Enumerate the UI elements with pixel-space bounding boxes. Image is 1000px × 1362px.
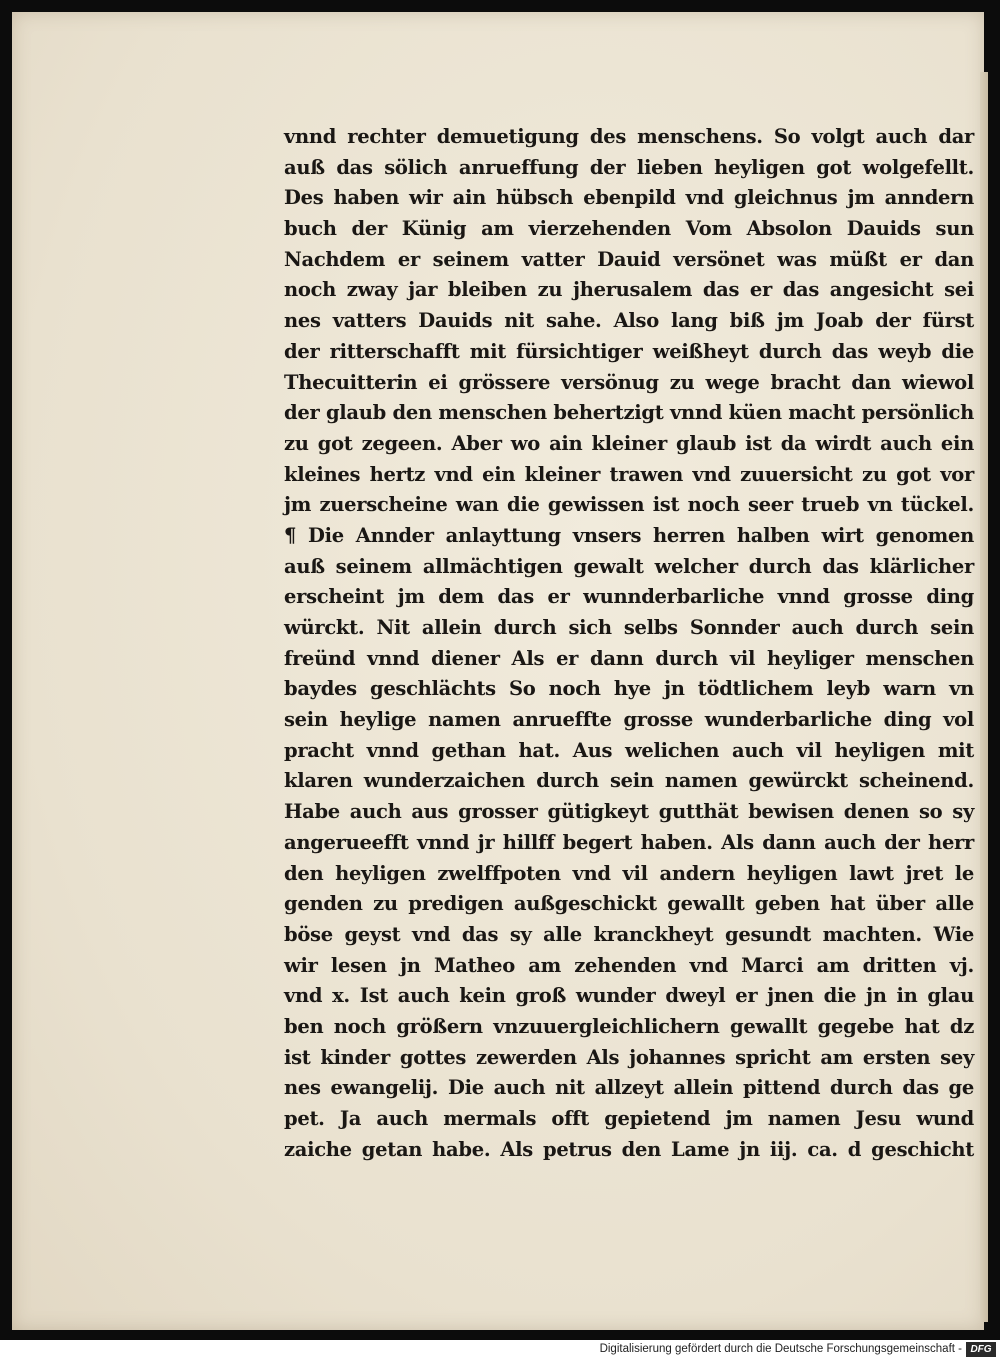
text-line: noch zway jar bleiben zu jherusalem das er das angesicht sei [284,278,974,302]
text-line: baydes geschlächts So noch hye jn tödtlichem leyb warn vn [284,677,974,701]
text-line: ist kinder gottes zewerden Als johannes spricht am ersten sey [284,1045,974,1069]
text-line: pet. Ja auch mermals offt gepietend jm namen Jesu wund [284,1107,974,1130]
text-line: auß das sölich anrueffung der lieben heyligen got wolgefellt. [284,155,974,179]
text-line: ben noch größern vnzuuergleichlichern gewallt gegebe hat dz [284,1014,974,1038]
text-line: der ritterschafft mit fürsichtiger weißheyt durch das weyb die [284,339,974,363]
text-line: der glaub den menschen behertzigt vnnd küen macht persönlich [284,401,974,425]
text-line: erscheint jm dem das er wunnderbarliche vnnd grosse ding [284,585,974,609]
text-line: freünd vnnd diener Als er dann durch vil heyliger menschen [284,646,974,670]
text-line: zu got zegeen. Aber wo ain kleiner glaub ist da wirdt auch ein [284,431,974,455]
text-line: wir lesen jn Matheo am zehenden vnd Marci am dritten vj. [284,953,974,977]
text-line: Nachdem er seinem vatter Dauid versönet was müßt er dan [284,247,974,271]
text-line: nes ewangelij. Die auch nit allzeyt allein pittend durch das ge [284,1076,974,1100]
dfg-logo: DFG [966,1342,996,1357]
text-line: zaiche getan habe. Als petrus den Lame jn iij. ca. d geschicht [284,1137,974,1161]
page-gutter [980,72,988,1322]
text-line: kleines hertz vnd ein kleiner trawen vnd zuuersicht zu got vor [284,462,974,486]
footer-bar [0,1340,1000,1362]
text-block [284,122,974,1165]
text-line: böse geyst vnd das sy alle kranckheyt gesundt machten. Wie [284,922,974,946]
text-line: Habe auch aus grosser gütigkeyt gutthät bewisen denen so sy [284,800,974,824]
text-line: Thecuitterin ei grössere versönug zu wege bracht dan wiewol [284,370,974,394]
text-line: würckt. Nit allein durch sich selbs Sonnder auch durch sein [284,616,974,639]
text-line: jm zuerscheine wan die gewissen ist noch seer trueb vn tückel. [284,493,974,517]
book-page [12,12,984,1330]
text-line: angerueefft vnnd jr hillff begert haben. Als dann auch der herr [284,830,974,854]
text-line: buch der Künig am vierzehenden Vom Absolon Dauids sun [284,217,974,241]
text-line: pracht vnnd gethan hat. Aus welichen auch vil heyligen mit [284,738,974,762]
text-line: klaren wunderzaichen durch sein namen gewürckt scheinend. [284,769,974,793]
text-line: vnd x. Ist auch kein groß wunder dweyl er jnen die jn in glau [284,984,974,1008]
text-line: nes vatters Dauids nit sahe. Also lang biß jm Joab der fürst [284,309,974,333]
text-line: auß seinem allmächtigen gewalt welcher durch das klärlicher [284,554,974,578]
text-line: vnnd rechter demuetigung des menschens. So volgt auch dar [284,125,974,148]
text-line: genden zu predigen außgeschickt gewallt geben hat über alle [284,892,974,916]
text-line: ¶ Die Annder anlayttung vnsers herren halben wirt genomen [284,523,974,547]
text-line: Des haben wir ain hübsch ebenpild vnd gleichnus jm anndern [284,186,974,210]
text-line: sein heylige namen anrueffte grosse wunderbarliche ding vol [284,708,974,732]
funding-credit: Digitalisierung gefördert durch die Deutsche Forschungsgemeinschaft - [599,1343,962,1355]
text-line: den heyligen zwelffpoten vnd vil andern heyligen lawt jret le [284,861,974,885]
